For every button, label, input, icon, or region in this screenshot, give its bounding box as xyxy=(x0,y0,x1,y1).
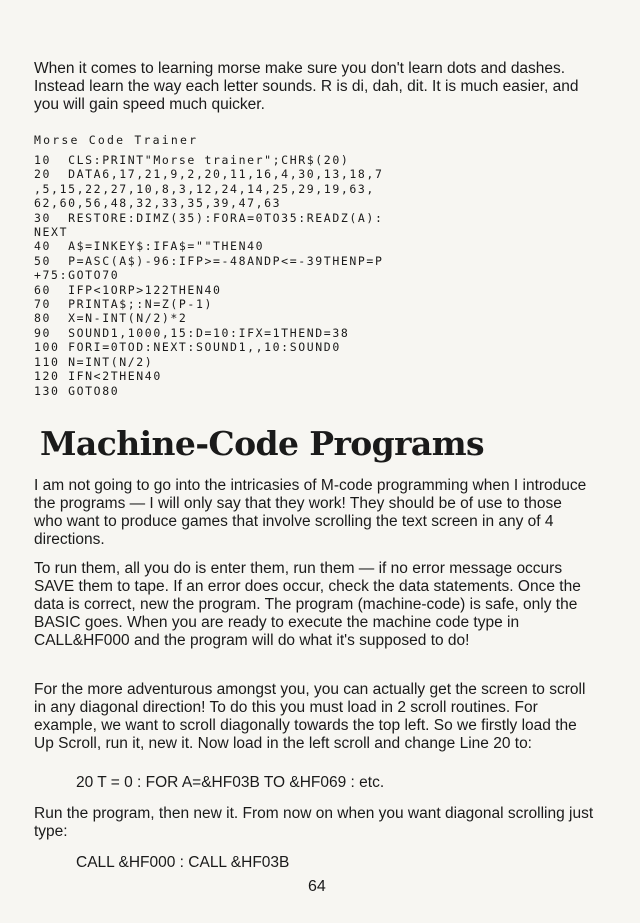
code-line: 130 GOTO80 xyxy=(34,383,120,398)
page-number: 64 xyxy=(308,878,326,895)
call-example: CALL &HF000 : CALL &HF03B xyxy=(76,854,290,871)
code-line: 80 X=N-INT(N/2)*2 xyxy=(34,311,188,326)
code-line: 40 A$=INKEY$:IFA$=""THEN40 xyxy=(34,239,265,254)
code-line: 62,60,56,48,32,33,35,39,47,63 xyxy=(34,196,282,211)
code-line: 90 SOUND1,1000,15:D=10:IFX=1THEND=38 xyxy=(34,325,350,340)
intro-paragraph: When it comes to learning morse make sure you don't learn dots and dashes. Instead learn the way each letter sounds. R is di, dah, dit. It is much easier, and you will gain speed much quicker. xyxy=(34,60,579,113)
code-line: 70 PRINTA$;:N=Z(P-1) xyxy=(34,297,213,312)
paragraph-run-program: Run the program, then new it. From now on when you want diagonal scrolling just type: xyxy=(34,805,594,840)
code-line: 30 RESTORE:DIMZ(35):FORA=0TO35:READZ(A): xyxy=(34,210,384,225)
code-line: 50 P=ASC(A$)-96:IFP>=-48ANDP<=-39THENP=P xyxy=(34,253,384,268)
code-line: 100 FORI=0TOD:NEXT:SOUND1,,10:SOUND0 xyxy=(34,340,341,355)
code-line: 20 DATA6,17,21,9,2,20,11,16,4,30,13,18,7 xyxy=(34,167,384,182)
code-line: ,5,15,22,27,10,8,3,12,24,14,25,29,19,63, xyxy=(34,181,375,196)
code-line: 10 CLS:PRINT"Morse trainer";CHR$(20) xyxy=(34,153,350,167)
code-listing-title: Morse Code Trainer xyxy=(34,133,199,147)
section-heading: Machine-Code Programs xyxy=(40,424,485,463)
code-line: 120 IFN<2THEN40 xyxy=(34,369,162,384)
paragraph-diagonal-scroll: For the more adventurous amongst you, you can actually get the screen to scroll in any diagonal direction! To do this you must load in 2 scroll routines. For example, we want to scroll diagonally towards the top left. So we firstly load the Up Scroll, run it, new it. Now load in the left scroll and change Line 20 to: xyxy=(34,681,586,752)
code-line: NEXT xyxy=(34,225,69,240)
code-line: +75:GOTO70 xyxy=(34,268,120,283)
code-line: 60 IFP<1ORP>122THEN40 xyxy=(34,282,222,297)
paragraph-intro-programs: I am not going to go into the intricasies of M-code programming when I introduce the programs — I will only say that they work! They should be of use to those who want to produce games that involve scrolling the text screen in any of 4 directions. xyxy=(34,477,587,548)
code-listing xyxy=(34,153,594,398)
code-line: 110 N=INT(N/2) xyxy=(34,354,154,369)
paragraph-run-instructions: To run them, all you do is enter them, run them — if no error message occurs SAVE them to tape. If an error does occur, check the data statements. Once the data is correct, new the program. The program (machine-code) is safe, only the BASIC goes. When you are ready to execute the machine code type in CALL&HF000 and the program will do what it's supposed to do! xyxy=(34,560,581,649)
line20-example: 20 T = 0 : FOR A=&HF03B TO &HF069 : etc. xyxy=(76,774,385,791)
